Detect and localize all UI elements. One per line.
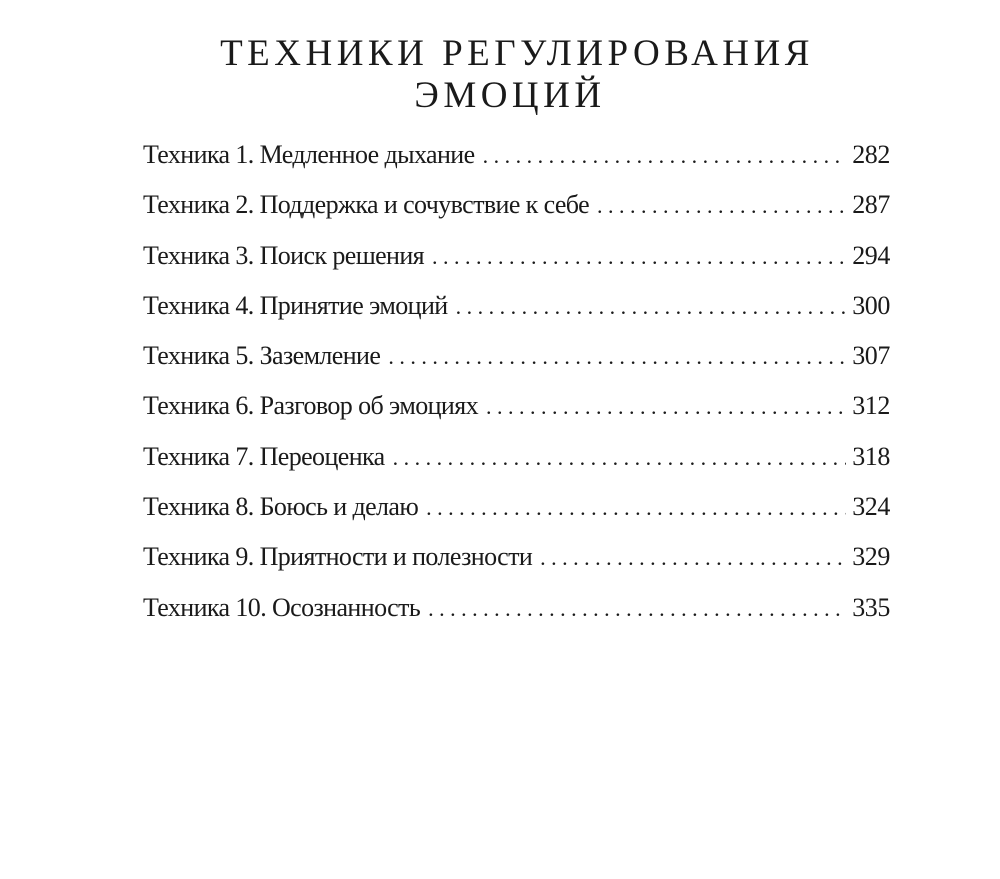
toc-entry-label: Техника 5. Заземление bbox=[143, 341, 381, 371]
toc-entry-page-number: 307 bbox=[852, 341, 890, 371]
toc-entry-10[interactable] bbox=[143, 593, 890, 643]
toc-entry-label: Техника 1. Медленное дыхание bbox=[143, 140, 475, 169]
toc-entry-7[interactable] bbox=[143, 442, 890, 492]
toc-entry-8[interactable] bbox=[143, 492, 890, 542]
toc-entry-label: Техника 10. Осознанность bbox=[143, 592, 421, 622]
section-title-line-2: ЭМОЦИЙ bbox=[414, 75, 606, 116]
toc-entry-page-number: 300 bbox=[852, 290, 890, 320]
toc-entry-9[interactable] bbox=[143, 542, 890, 592]
dot-leader bbox=[597, 193, 846, 219]
dot-leader bbox=[426, 495, 846, 521]
toc-entry-page-number: 287 bbox=[852, 190, 890, 220]
toc-entry-page-number: 312 bbox=[852, 391, 890, 421]
toc-entry-2[interactable] bbox=[143, 190, 890, 240]
dot-leader bbox=[483, 143, 847, 169]
toc-entry-page-number: 318 bbox=[852, 441, 890, 471]
dot-leader bbox=[432, 244, 846, 270]
toc-entry-label: Техника 2. Поддержка и сочувствие к себе bbox=[143, 190, 590, 220]
section-title-line-1: ТЕХНИКИ РЕГУЛИРОВАНИЯ bbox=[220, 33, 814, 74]
dot-leader bbox=[393, 445, 847, 471]
toc-entry-label: Техника 6. Разговор об эмоциях bbox=[143, 391, 478, 421]
toc-entry-label: Техника 9. Приятности и полезности bbox=[143, 542, 533, 572]
toc-entry-3[interactable] bbox=[143, 241, 890, 291]
toc-entry-4[interactable] bbox=[143, 291, 890, 341]
dot-leader bbox=[388, 344, 846, 370]
toc-entry-page-number: 282 bbox=[852, 140, 890, 169]
dot-leader bbox=[486, 394, 846, 420]
toc-entry-1[interactable] bbox=[143, 140, 890, 190]
toc-entry-label: Техника 8. Боюсь и делаю bbox=[143, 492, 419, 522]
toc-entry-page-number: 324 bbox=[852, 492, 890, 522]
toc-entry-page-number: 294 bbox=[852, 240, 890, 270]
dot-leader bbox=[540, 545, 846, 571]
toc-entry-page-number: 335 bbox=[852, 592, 890, 622]
toc-entry-label: Техника 7. Переоценка bbox=[143, 441, 385, 471]
dot-leader bbox=[428, 596, 846, 622]
toc-entry-label: Техника 3. Поиск решения bbox=[143, 240, 425, 270]
toc-entry-label: Техника 4. Принятие эмоций bbox=[143, 290, 448, 320]
dot-leader bbox=[456, 294, 847, 320]
toc-entry-5[interactable] bbox=[143, 341, 890, 391]
table-of-contents bbox=[143, 140, 890, 643]
toc-entry-page-number: 329 bbox=[852, 542, 890, 572]
toc-entry-6[interactable] bbox=[143, 391, 890, 441]
